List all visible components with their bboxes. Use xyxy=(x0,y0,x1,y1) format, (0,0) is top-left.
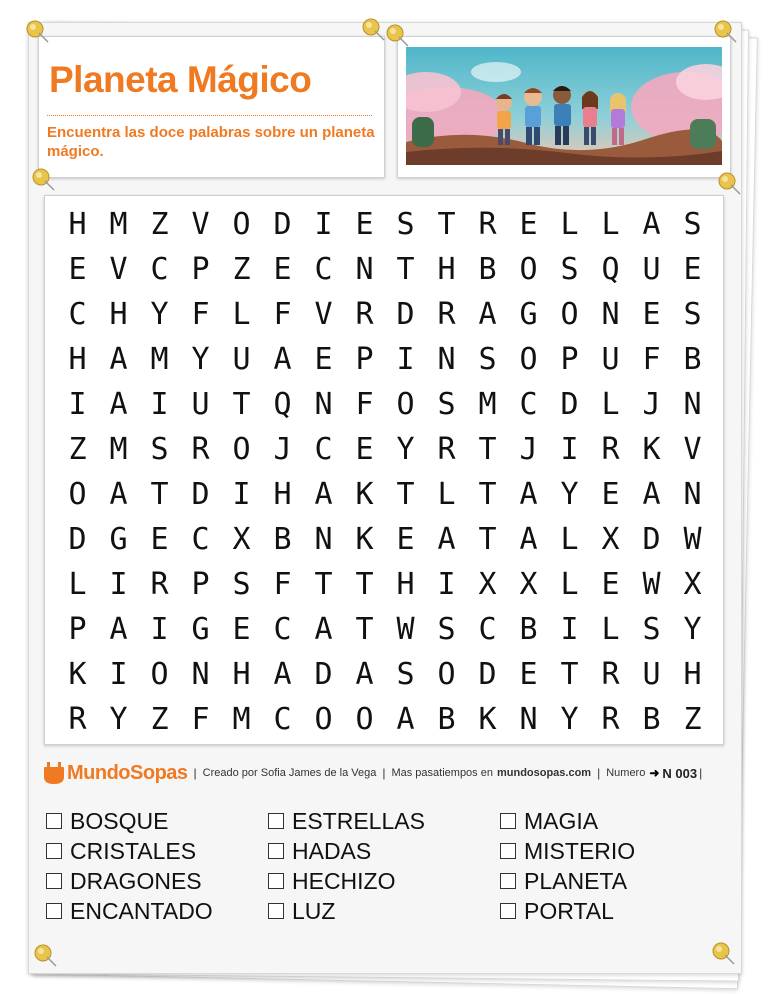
checkbox-icon[interactable] xyxy=(46,873,62,889)
grid-letter[interactable]: R xyxy=(437,432,456,467)
grid-letter[interactable]: M xyxy=(109,207,128,242)
checkbox-icon[interactable] xyxy=(46,843,62,859)
grid-letter[interactable]: E xyxy=(232,612,251,647)
word-list-column xyxy=(46,806,276,926)
grid-letter[interactable]: A xyxy=(478,297,497,332)
grid-letter[interactable]: C xyxy=(273,702,292,737)
grid-letter[interactable]: Y xyxy=(560,702,579,737)
checkbox-icon[interactable] xyxy=(500,903,516,919)
grid-letter[interactable]: O xyxy=(314,702,333,737)
footer-separator: | xyxy=(193,766,197,780)
grid-letter[interactable]: B xyxy=(642,702,661,737)
grid-letter[interactable]: I xyxy=(150,612,169,647)
grid-letter[interactable]: L xyxy=(601,207,620,242)
grid-letter[interactable]: O xyxy=(355,702,374,737)
grid-letter[interactable]: D xyxy=(642,522,661,557)
checkbox-icon[interactable] xyxy=(46,903,62,919)
grid-letter[interactable]: T xyxy=(355,612,374,647)
push-pin-icon xyxy=(24,18,50,44)
grid-letter[interactable]: A xyxy=(273,342,292,377)
grid-letter[interactable]: Z xyxy=(232,252,251,287)
checkbox-icon[interactable] xyxy=(500,813,516,829)
grid-letter[interactable]: A xyxy=(109,612,128,647)
grid-letter[interactable]: A xyxy=(642,477,661,512)
grid-letter[interactable]: A xyxy=(109,387,128,422)
grid-letter[interactable]: F xyxy=(355,387,374,422)
grid-letter[interactable]: A xyxy=(355,657,374,692)
grid-letter[interactable]: M xyxy=(232,702,251,737)
grid-letter[interactable]: W xyxy=(396,612,415,647)
grid-letter[interactable]: I xyxy=(437,567,456,602)
grid-letter[interactable]: D xyxy=(560,387,579,422)
grid-letter[interactable]: E xyxy=(642,297,661,332)
grid-letter[interactable]: H xyxy=(683,657,702,692)
grid-letter[interactable]: B xyxy=(273,522,292,557)
grid-letter[interactable]: G xyxy=(519,297,538,332)
logo-text: MundoSopas xyxy=(67,761,188,784)
grid-letter[interactable]: V xyxy=(683,432,702,467)
checkbox-icon[interactable] xyxy=(268,873,284,889)
grid-letter[interactable]: R xyxy=(355,297,374,332)
grid-letter[interactable]: Y xyxy=(560,477,579,512)
push-pin-icon xyxy=(712,18,738,44)
word-label: PORTAL xyxy=(524,897,614,924)
grid-letter[interactable]: E xyxy=(396,522,415,557)
grid-letter[interactable]: K xyxy=(642,432,661,467)
grid-letter[interactable]: R xyxy=(150,567,169,602)
grid-letter[interactable]: C xyxy=(150,252,169,287)
grid-letter[interactable]: E xyxy=(68,252,87,287)
word-list-item[interactable] xyxy=(46,806,276,836)
grid-letter[interactable]: E xyxy=(273,252,292,287)
grid-letter[interactable]: E xyxy=(355,207,374,242)
grid-letter[interactable]: K xyxy=(478,702,497,737)
grid-letter[interactable]: N xyxy=(437,342,456,377)
grid-letter[interactable]: R xyxy=(191,432,210,467)
grid-letter[interactable]: K xyxy=(355,477,374,512)
word-search-grid-card xyxy=(44,195,724,745)
grid-letter[interactable]: X xyxy=(478,567,497,602)
grid-letter[interactable]: T xyxy=(478,477,497,512)
grid-letter[interactable]: L xyxy=(560,567,579,602)
grid-letter[interactable]: A xyxy=(396,702,415,737)
grid-letter[interactable]: S xyxy=(683,297,702,332)
word-list-item[interactable] xyxy=(268,896,498,926)
word-list-item[interactable] xyxy=(46,896,276,926)
grid-letter[interactable]: S xyxy=(642,612,661,647)
grid-letter[interactable]: N xyxy=(355,252,374,287)
word-list-item[interactable] xyxy=(500,806,730,836)
grid-letter[interactable]: M xyxy=(478,387,497,422)
grid-letter[interactable]: S xyxy=(437,612,456,647)
grid-letter[interactable]: F xyxy=(191,702,210,737)
grid-letter[interactable]: K xyxy=(68,657,87,692)
grid-letter[interactable]: B xyxy=(683,342,702,377)
grid-letter[interactable]: O xyxy=(232,432,251,467)
grid-letter[interactable]: H xyxy=(68,342,87,377)
word-list-item[interactable] xyxy=(500,836,730,866)
word-list-column xyxy=(268,806,498,926)
grid-letter[interactable]: O xyxy=(150,657,169,692)
grid-letter[interactable]: I xyxy=(560,432,579,467)
grid-letter[interactable]: E xyxy=(683,252,702,287)
footer-author: Creado por Sofia James de la Vega xyxy=(202,767,377,779)
grid-letter[interactable]: K xyxy=(355,522,374,557)
grid-letter[interactable]: I xyxy=(109,657,128,692)
grid-letter[interactable]: U xyxy=(642,657,661,692)
grid-letter[interactable]: D xyxy=(478,657,497,692)
grid-letter[interactable]: W xyxy=(642,567,661,602)
grid-letter[interactable]: B xyxy=(437,702,456,737)
grid-letter[interactable]: T xyxy=(437,207,456,242)
grid-letter[interactable]: S xyxy=(437,387,456,422)
grid-letter[interactable]: E xyxy=(601,477,620,512)
grid-letter[interactable]: D xyxy=(273,207,292,242)
word-list-item[interactable] xyxy=(268,806,498,836)
grid-letter[interactable]: T xyxy=(478,432,497,467)
word-label: MISTERIO xyxy=(524,837,636,864)
grid-letter[interactable]: O xyxy=(560,297,579,332)
word-list-item[interactable] xyxy=(268,866,498,896)
footer-separator: | xyxy=(699,766,703,780)
grid-letter[interactable]: T xyxy=(560,657,579,692)
word-label: ENCANTADO xyxy=(70,897,213,924)
grid-letter[interactable]: L xyxy=(560,207,579,242)
grid-letter[interactable]: L xyxy=(232,297,251,332)
footer-number-value: N 003 xyxy=(662,765,698,781)
grid-letter[interactable]: Y xyxy=(150,297,169,332)
word-list-column xyxy=(500,806,730,926)
grid-letter[interactable]: A xyxy=(109,342,128,377)
grid-letter[interactable]: T xyxy=(150,477,169,512)
grid-letter[interactable]: H xyxy=(109,297,128,332)
grid-letter[interactable]: L xyxy=(437,477,456,512)
grid-letter[interactable]: Y xyxy=(191,342,210,377)
grid-letter[interactable]: I xyxy=(560,612,579,647)
grid-letter[interactable]: S xyxy=(150,432,169,467)
grid-letter[interactable]: H xyxy=(437,252,456,287)
grid-letter[interactable]: Z xyxy=(150,702,169,737)
footer-number-label: Numero xyxy=(606,767,646,779)
grid-letter[interactable]: L xyxy=(560,522,579,557)
grid-letter[interactable]: H xyxy=(232,657,251,692)
footer-site-link[interactable]: mundosopas.com xyxy=(496,767,592,779)
grid-letter[interactable]: N xyxy=(191,657,210,692)
title-card xyxy=(38,36,385,178)
grid-letter[interactable]: C xyxy=(314,252,333,287)
grid-letter[interactable]: E xyxy=(355,432,374,467)
grid-letter[interactable]: C xyxy=(273,612,292,647)
push-pin-icon xyxy=(360,16,386,42)
word-list xyxy=(46,806,686,930)
footer-more-text: Mas pasatiempos en xyxy=(391,767,493,779)
grid-letter[interactable]: F xyxy=(191,297,210,332)
grid-letter[interactable]: E xyxy=(519,657,538,692)
grid-letter[interactable]: T xyxy=(396,252,415,287)
footer-bar xyxy=(44,756,724,790)
title-divider xyxy=(47,115,372,116)
grid-letter[interactable]: O xyxy=(68,477,87,512)
grid-letter[interactable]: Y xyxy=(396,432,415,467)
grid-letter[interactable]: D xyxy=(68,522,87,557)
grid-letter[interactable]: E xyxy=(314,342,333,377)
word-list-item[interactable] xyxy=(500,896,730,926)
illustration-card xyxy=(397,36,731,178)
grid-letter[interactable]: G xyxy=(109,522,128,557)
footer-separator: | xyxy=(597,766,601,780)
checkbox-icon[interactable] xyxy=(268,903,284,919)
grid-letter[interactable]: I xyxy=(396,342,415,377)
grid-letter[interactable]: S xyxy=(232,567,251,602)
grid-letter[interactable]: A xyxy=(273,657,292,692)
grid-letter[interactable]: V xyxy=(109,252,128,287)
grid-letter[interactable]: E xyxy=(150,522,169,557)
grid-letter[interactable]: Z xyxy=(150,207,169,242)
grid-letter[interactable]: H xyxy=(273,477,292,512)
grid-letter[interactable]: T xyxy=(232,387,251,422)
grid-letter[interactable]: C xyxy=(478,612,497,647)
grid-letter[interactable]: I xyxy=(109,567,128,602)
grid-letter[interactable]: A xyxy=(642,207,661,242)
word-label: DRAGONES xyxy=(70,867,202,894)
grid-letter[interactable]: P xyxy=(560,342,579,377)
grid-letter[interactable]: T xyxy=(396,477,415,512)
checkbox-icon[interactable] xyxy=(268,843,284,859)
right-arrow-icon: ➜ xyxy=(649,766,660,780)
grid-letter[interactable]: H xyxy=(68,207,87,242)
grid-letter[interactable]: O xyxy=(232,207,251,242)
checkbox-icon[interactable] xyxy=(500,843,516,859)
word-list-item[interactable] xyxy=(268,836,498,866)
grid-letter[interactable]: V xyxy=(314,297,333,332)
word-search-grid xyxy=(57,202,713,742)
grid-letter[interactable]: S xyxy=(683,207,702,242)
grid-letter[interactable]: U xyxy=(232,342,251,377)
grid-letter[interactable]: P xyxy=(68,612,87,647)
grid-letter[interactable]: J xyxy=(273,432,292,467)
grid-letter[interactable]: O xyxy=(396,387,415,422)
grid-letter[interactable]: S xyxy=(478,342,497,377)
grid-letter[interactable]: I xyxy=(68,387,87,422)
grid-letter[interactable]: O xyxy=(519,342,538,377)
grid-letter[interactable]: N xyxy=(601,297,620,332)
grid-letter[interactable]: A xyxy=(519,477,538,512)
push-pin-icon xyxy=(384,22,410,48)
grid-letter[interactable]: O xyxy=(519,252,538,287)
grid-letter[interactable]: P xyxy=(355,342,374,377)
grid-letter[interactable]: A xyxy=(519,522,538,557)
grid-letter[interactable]: T xyxy=(355,567,374,602)
grid-letter[interactable]: P xyxy=(191,567,210,602)
grid-letter[interactable]: T xyxy=(478,522,497,557)
grid-letter[interactable]: G xyxy=(191,612,210,647)
grid-letter[interactable]: B xyxy=(478,252,497,287)
word-label: ESTRELLAS xyxy=(292,807,425,834)
grid-letter[interactable]: U xyxy=(601,342,620,377)
grid-letter[interactable]: N xyxy=(314,387,333,422)
grid-letter[interactable]: X xyxy=(232,522,251,557)
grid-letter[interactable]: F xyxy=(273,297,292,332)
word-label: HECHIZO xyxy=(292,867,396,894)
page-title: Planeta Mágico xyxy=(49,59,312,100)
grid-letter[interactable]: N xyxy=(314,522,333,557)
word-label: CRISTALES xyxy=(70,837,197,864)
grid-letter[interactable]: L xyxy=(601,387,620,422)
grid-letter[interactable]: A xyxy=(437,522,456,557)
grid-letter[interactable]: D xyxy=(191,477,210,512)
grid-letter[interactable]: R xyxy=(601,432,620,467)
grid-letter[interactable]: I xyxy=(314,207,333,242)
grid-letter[interactable]: J xyxy=(642,387,661,422)
grid-letter[interactable]: E xyxy=(519,207,538,242)
grid-letter[interactable]: P xyxy=(191,252,210,287)
children-illustration xyxy=(406,47,722,165)
grid-letter[interactable]: T xyxy=(314,567,333,602)
grid-letter[interactable]: W xyxy=(683,522,702,557)
grid-letter[interactable]: D xyxy=(396,297,415,332)
grid-letter[interactable]: V xyxy=(191,207,210,242)
grid-letter[interactable]: L xyxy=(68,567,87,602)
grid-letter[interactable]: C xyxy=(68,297,87,332)
grid-letter[interactable]: C xyxy=(191,522,210,557)
grid-letter[interactable]: H xyxy=(396,567,415,602)
word-list-item[interactable] xyxy=(500,866,730,896)
word-label: LUZ xyxy=(292,897,336,924)
grid-letter[interactable]: R xyxy=(478,207,497,242)
grid-letter[interactable]: Y xyxy=(683,612,702,647)
footer-separator: | xyxy=(382,766,386,780)
grid-letter[interactable]: A xyxy=(314,477,333,512)
grid-letter[interactable]: I xyxy=(232,477,251,512)
grid-letter[interactable]: Z xyxy=(68,432,87,467)
grid-letter[interactable]: F xyxy=(642,342,661,377)
word-label: MAGIA xyxy=(524,807,599,834)
grid-letter[interactable]: N xyxy=(683,387,702,422)
word-label: BOSQUE xyxy=(70,807,169,834)
grid-letter[interactable]: R xyxy=(601,657,620,692)
grid-letter[interactable]: S xyxy=(560,252,579,287)
grid-letter[interactable]: R xyxy=(437,297,456,332)
grid-letter[interactable]: L xyxy=(601,612,620,647)
grid-letter[interactable]: S xyxy=(396,657,415,692)
grid-letter[interactable]: R xyxy=(68,702,87,737)
grid-letter[interactable]: Y xyxy=(109,702,128,737)
grid-letter[interactable]: Q xyxy=(273,387,292,422)
grid-letter[interactable]: S xyxy=(396,207,415,242)
push-pin-icon xyxy=(32,942,58,968)
grid-letter[interactable]: X xyxy=(519,567,538,602)
word-list-item[interactable] xyxy=(46,866,276,896)
grid-letter[interactable]: Q xyxy=(601,252,620,287)
word-label: PLANETA xyxy=(524,867,628,894)
grid-letter[interactable]: F xyxy=(273,567,292,602)
sign-logo-icon xyxy=(44,762,64,784)
grid-letter[interactable]: A xyxy=(314,612,333,647)
grid-letter[interactable]: N xyxy=(519,702,538,737)
grid-letter[interactable]: O xyxy=(437,657,456,692)
grid-letter[interactable]: J xyxy=(519,432,538,467)
grid-letter[interactable]: I xyxy=(150,387,169,422)
grid-letter[interactable]: C xyxy=(314,432,333,467)
grid-letter[interactable]: E xyxy=(601,567,620,602)
grid-letter[interactable]: B xyxy=(519,612,538,647)
grid-letter[interactable]: A xyxy=(109,477,128,512)
grid-letter[interactable]: U xyxy=(191,387,210,422)
push-pin-icon xyxy=(30,166,56,192)
grid-letter[interactable]: D xyxy=(314,657,333,692)
word-label: HADAS xyxy=(292,837,372,864)
checkbox-icon[interactable] xyxy=(46,813,62,829)
checkbox-icon[interactable] xyxy=(500,873,516,889)
grid-letter[interactable]: M xyxy=(150,342,169,377)
page-subtitle: Encuentra las doce palabras sobre un planeta mágico. xyxy=(47,124,375,160)
grid-letter[interactable]: M xyxy=(109,432,128,467)
grid-letter[interactable]: C xyxy=(519,387,538,422)
grid-letter[interactable]: Z xyxy=(683,702,702,737)
word-list-item[interactable] xyxy=(46,836,276,866)
push-pin-icon xyxy=(716,170,742,196)
push-pin-icon xyxy=(710,940,736,966)
grid-letter[interactable]: X xyxy=(601,522,620,557)
checkbox-icon[interactable] xyxy=(268,813,284,829)
grid-letter[interactable]: R xyxy=(601,702,620,737)
grid-letter[interactable]: X xyxy=(683,567,702,602)
grid-letter[interactable]: N xyxy=(683,477,702,512)
grid-letter[interactable]: U xyxy=(642,252,661,287)
